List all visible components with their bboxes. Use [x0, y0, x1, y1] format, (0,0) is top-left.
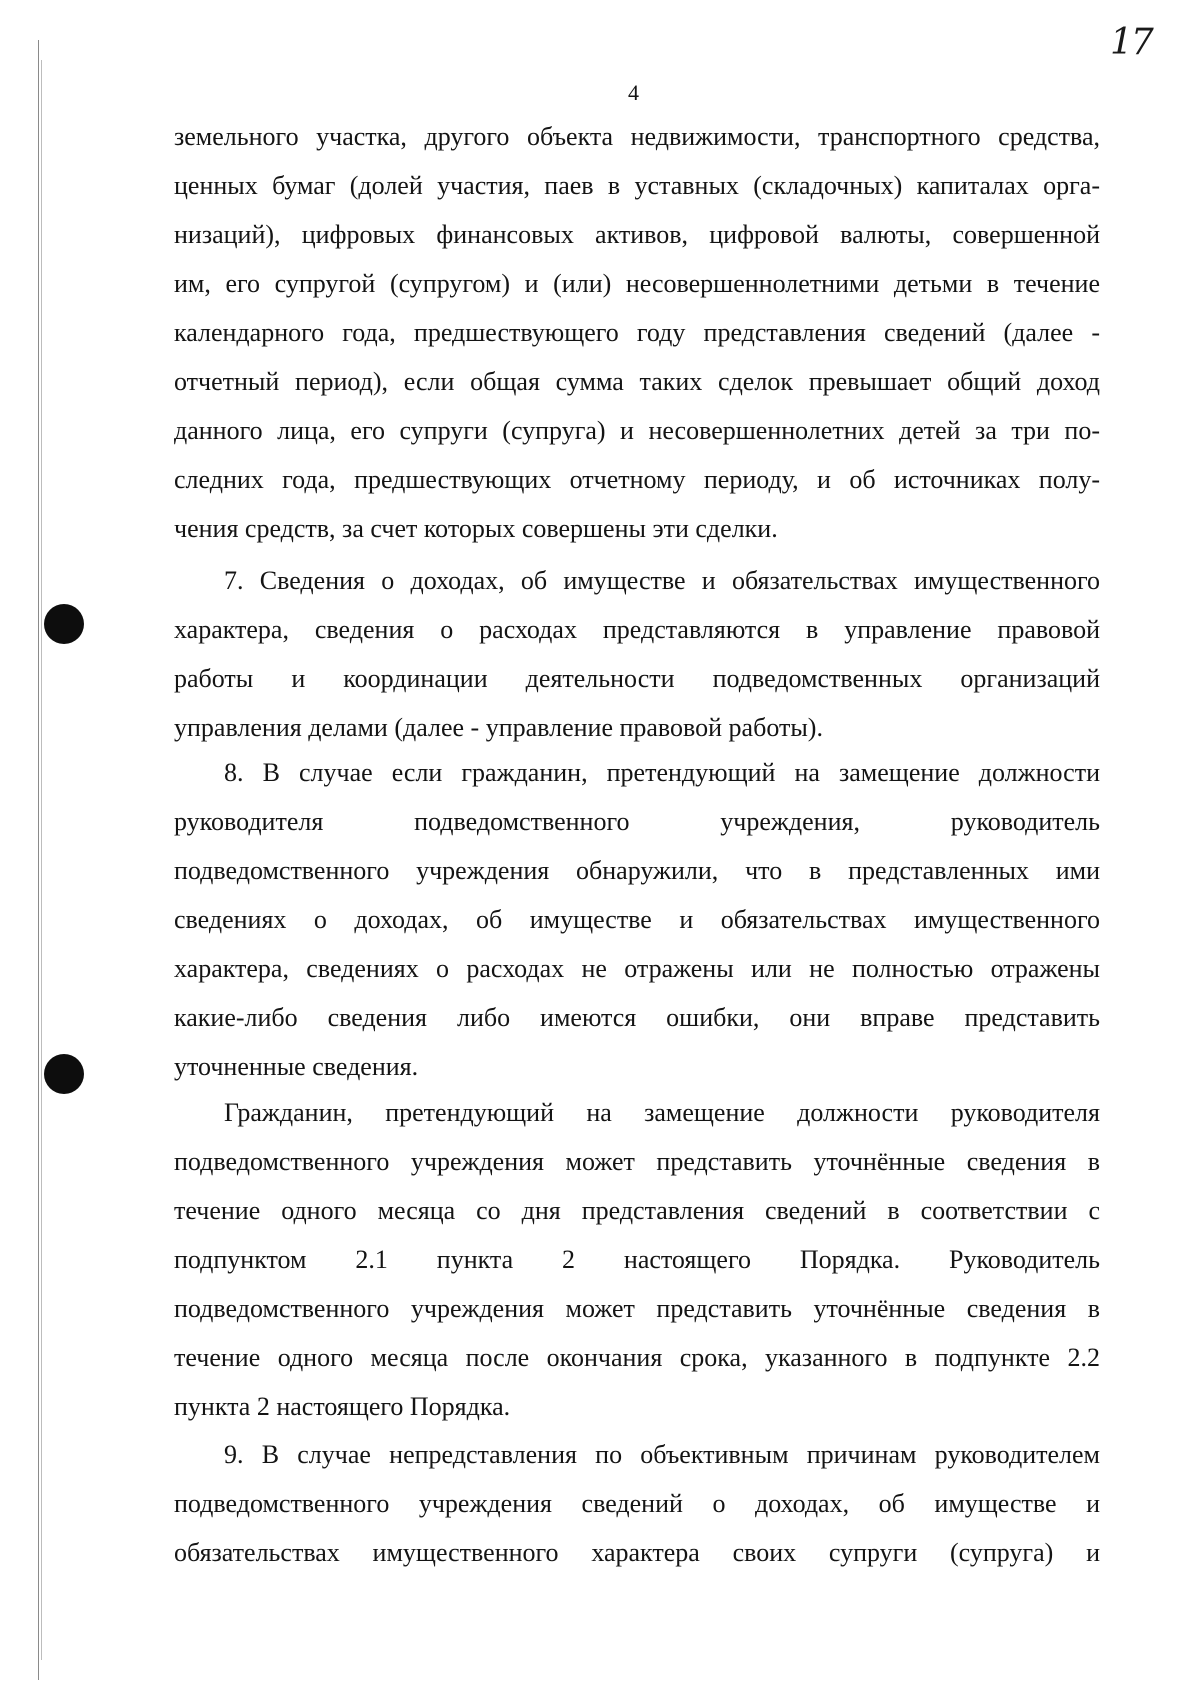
paragraph-clause-8	[174, 748, 1100, 1091]
paragraph-continuation	[174, 112, 1100, 553]
text-line: пункта 2 настоящего Порядка.	[174, 1392, 511, 1421]
text-line: земельного участка, другого объекта недвижимости, транспортного средства,	[174, 122, 1100, 151]
text-line: работы и координации деятельности подведомственных организаций	[174, 664, 1100, 693]
text-line: течение одного месяца после окончания срока, указанного в подпункте 2.2	[174, 1343, 1100, 1372]
text-line: 7. Сведения о доходах, об имуществе и обязательствах имущественного	[224, 566, 1100, 595]
text-line: руководителя подведомственного учреждения, руководитель	[174, 807, 1100, 836]
binding-edge-line-secondary	[41, 60, 42, 1660]
text-line: уточненные сведения.	[174, 1052, 419, 1081]
text-line: течение одного месяца со дня представления сведений в соответствии с	[174, 1196, 1100, 1225]
text-line: следних года, предшествующих отчетному периоду, и об источниках полу-	[174, 465, 1100, 494]
paragraph-clause-7	[174, 556, 1100, 752]
text-line: подпунктом 2.1 пункта 2 настоящего Порядка. Руководитель	[174, 1245, 1100, 1274]
text-line: управления делами (далее - управление правовой работы).	[174, 713, 823, 742]
text-line: Гражданин, претендующий на замещение должности руководителя	[224, 1098, 1100, 1127]
binding-edge-line	[38, 40, 39, 1680]
text-line: какие-либо сведения либо имеются ошибки, они вправе представить	[174, 1003, 1100, 1032]
text-line: подведомственного учреждения может представить уточнённые сведения в	[174, 1294, 1100, 1323]
text-line: чения средств, за счет которых совершены эти сделки.	[174, 514, 778, 543]
text-line: характера, сведения о расходах представляются в управление правовой	[174, 615, 1100, 644]
text-line: 9. В случае непредставления по объективным причинам руководителем	[224, 1440, 1100, 1469]
text-line: характера, сведениях о расходах не отражены или не полностью отражены	[174, 954, 1100, 983]
text-line: сведениях о доходах, об имуществе и обязательствах имущественного	[174, 905, 1100, 934]
text-line: ценных бумаг (долей участия, паев в уставных (складочных) капиталах орга-	[174, 171, 1100, 200]
text-line: подведомственного учреждения может представить уточнённые сведения в	[174, 1147, 1100, 1176]
text-line: подведомственного учреждения сведений о доходах, об имуществе и	[174, 1489, 1100, 1518]
text-line: низаций), цифровых финансовых активов, цифровой валюты, совершенной	[174, 220, 1100, 249]
page-number: 4	[628, 80, 639, 105]
handwritten-page-number: 17	[1110, 22, 1152, 63]
text-line: отчетный период), если общая сумма таких сделок превышает общий доход	[174, 367, 1100, 396]
punch-hole-bottom	[44, 1054, 84, 1094]
text-line: обязательствах имущественного характера своих супруги (супруга) и	[174, 1538, 1100, 1567]
text-line: подведомственного учреждения обнаружили, что в представленных ими	[174, 856, 1100, 885]
text-line: календарного года, предшествующего году представления сведений (далее -	[174, 318, 1100, 347]
text-line: 8. В случае если гражданин, претендующий на замещение должности	[224, 758, 1100, 787]
punch-hole-top	[44, 604, 84, 644]
paragraph-clause-9	[174, 1430, 1100, 1577]
text-line: данного лица, его супруги (супруга) и несовершеннолетних детей за три по-	[174, 416, 1100, 445]
paragraph-citizen-corrections	[174, 1088, 1100, 1431]
text-line: им, его супругой (супругом) и (или) несовершеннолетними детьми в течение	[174, 269, 1100, 298]
